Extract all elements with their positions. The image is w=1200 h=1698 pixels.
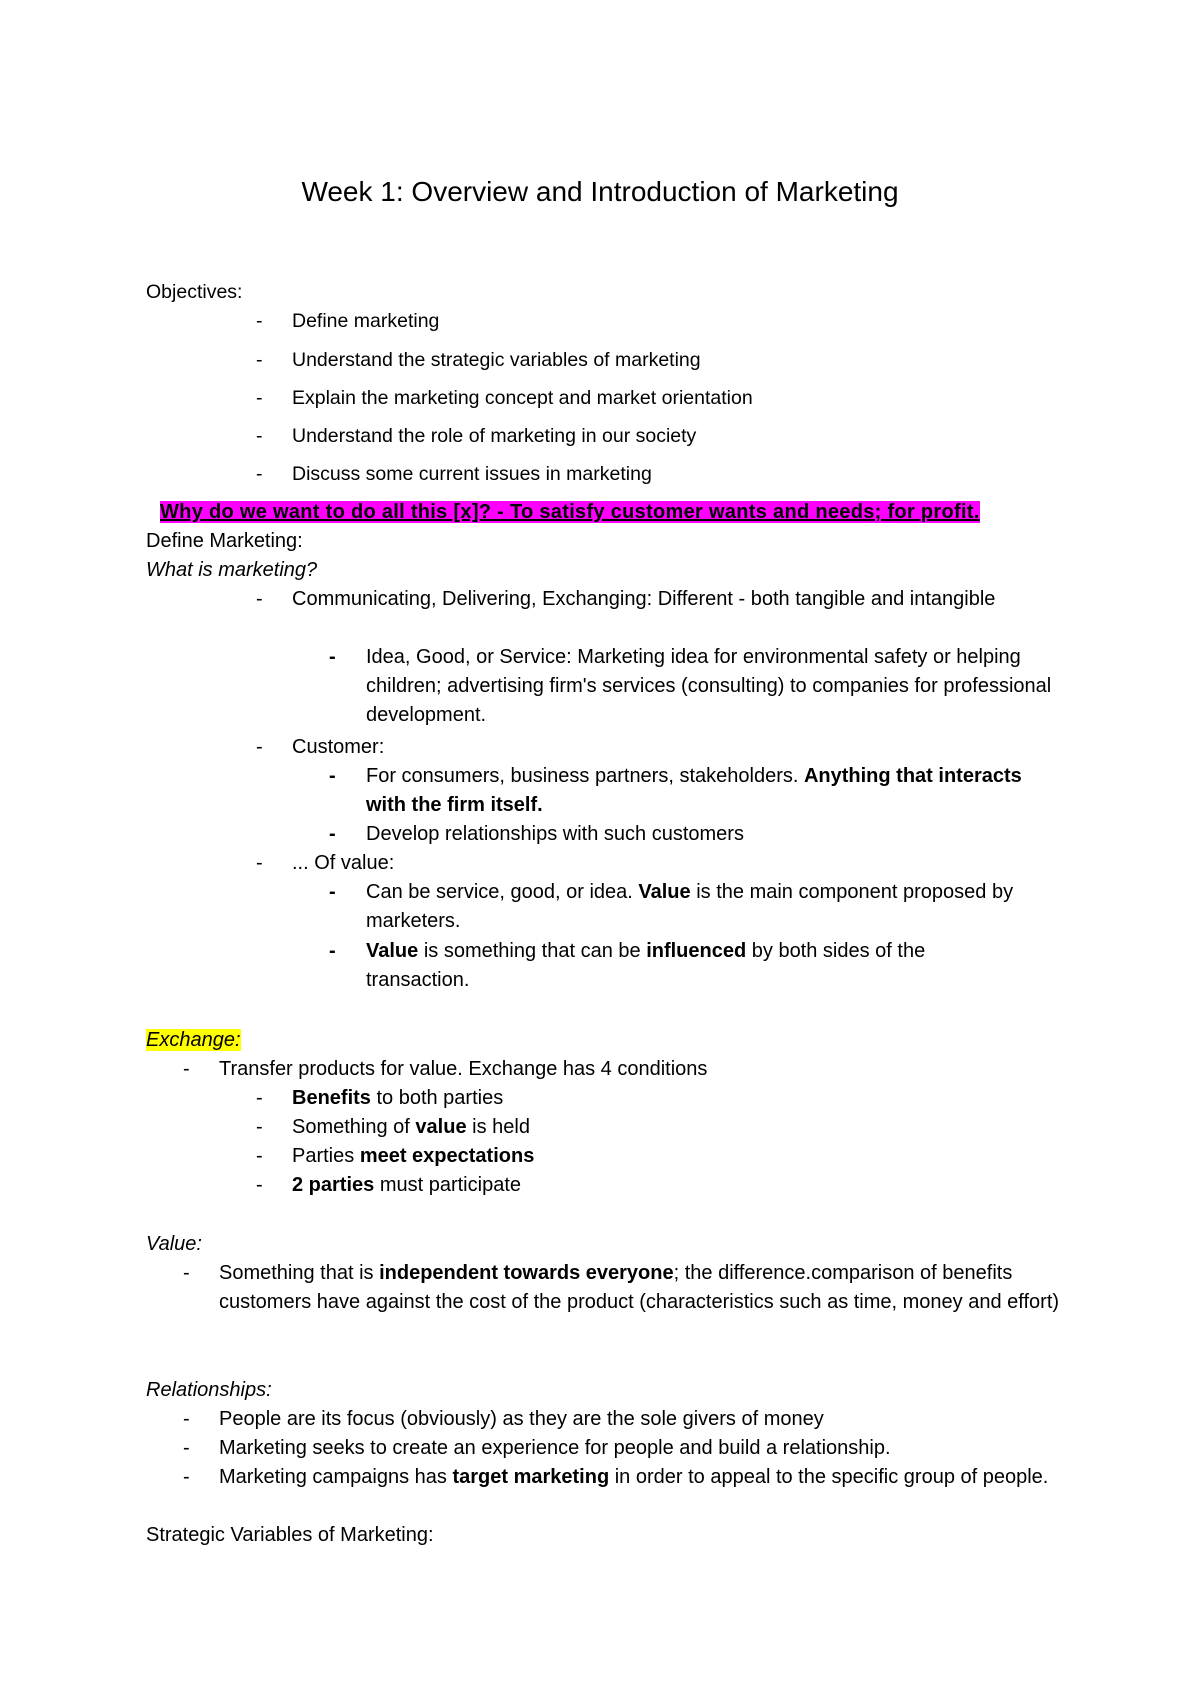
text-run: For consumers, business partners, stakeholders. <box>366 765 804 787</box>
bullet-dash: - <box>329 940 336 962</box>
bullet-dash: - <box>256 588 263 610</box>
bold-run: value <box>415 1116 467 1138</box>
text-run: Something that is <box>219 1262 380 1284</box>
relationships-item: People are its focus (obviously) as they are the sole givers of money <box>219 1408 824 1430</box>
bold-run: independent towards everyone <box>379 1262 674 1284</box>
bold-run: Value <box>638 881 691 903</box>
bullet-dash: - <box>256 463 263 485</box>
bold-run: Value <box>366 940 419 962</box>
relationships-item: Marketing seeks to create an experience for people and build a relationship. <box>219 1437 891 1459</box>
bullet-dash: - <box>256 425 263 447</box>
highlight-text: Why do we want to do all this [x]? - To satisfy customer wants and needs; for profit. <box>160 501 980 523</box>
objective-item: Understand the strategic variables of marketing <box>292 349 701 371</box>
page-title: Week 1: Overview and Introduction of Marketing <box>301 176 899 207</box>
objectives-heading: Objectives: <box>146 281 243 303</box>
bullet-dash: - <box>256 852 263 874</box>
text-run: Can be service, good, or idea. <box>366 881 639 903</box>
define-subitem: Develop relationships with such customers <box>366 823 744 845</box>
bullet-dash: - <box>256 1087 263 1109</box>
text-run: is something that can be <box>418 940 647 962</box>
define-item: Customer: <box>292 736 385 758</box>
bold-run: target marketing <box>452 1466 610 1488</box>
bullet-dash: - <box>256 1116 263 1138</box>
bullet-dash: - <box>183 1466 190 1488</box>
define-item: Communicating, Delivering, Exchanging: Different - both tangible and intangible <box>292 588 996 610</box>
highlight-question <box>160 498 980 526</box>
bold-run: 2 parties <box>292 1174 375 1196</box>
bullet-dash: - <box>256 1174 263 1196</box>
relationships-heading: Relationships: <box>146 1379 272 1401</box>
define-subitem: Idea, Good, or Service: Marketing idea for environmental safety or helping children; advertising firm's services (consulting) to companies for professional development. <box>366 646 1052 726</box>
text-run: by both sides of the transaction. <box>366 940 926 991</box>
bold-run: influenced <box>646 940 747 962</box>
value-heading: Value: <box>146 1233 202 1255</box>
text-run: Parties <box>292 1145 360 1167</box>
bullet-dash: - <box>329 823 336 845</box>
bullet-dash: - <box>183 1408 190 1430</box>
text-run: in order to appeal to the specific group of people. <box>609 1466 1049 1488</box>
bullet-dash: - <box>329 646 336 668</box>
define-subitem <box>366 937 1016 995</box>
text-run: Something of <box>292 1116 416 1138</box>
exchange-condition <box>292 1084 503 1112</box>
bullet-dash: - <box>256 736 263 758</box>
exchange-condition <box>292 1113 530 1141</box>
objective-item: Explain the marketing concept and market orientation <box>292 387 753 409</box>
define-heading: Define Marketing: <box>146 530 303 552</box>
text-run: ; the difference.comparison of benefits customers have against the cost of the product (characteristics such as time, money and effort) <box>219 1262 1060 1313</box>
define-subheading: What is marketing? <box>146 559 318 581</box>
define-subitem <box>366 878 1076 936</box>
text-run: is held <box>466 1116 530 1138</box>
bullet-dash: - <box>256 349 263 371</box>
exchange-heading <box>146 1026 241 1054</box>
text-run: is the main component proposed by marketers. <box>366 881 1014 932</box>
text-run: to both parties <box>370 1087 504 1109</box>
exchange-condition <box>292 1171 521 1199</box>
define-item: ... Of value: <box>292 852 395 874</box>
value-item <box>219 1259 1069 1317</box>
bullet-dash: - <box>183 1437 190 1459</box>
highlight-text: Exchange: <box>146 1029 241 1051</box>
text-run: must participate <box>374 1174 521 1196</box>
exchange-condition <box>292 1142 534 1170</box>
bullet-dash: - <box>256 310 263 332</box>
strategic-heading: Strategic Variables of Marketing: <box>146 1524 434 1546</box>
text-run: Marketing campaigns has <box>219 1466 453 1488</box>
define-subitem <box>366 762 1026 820</box>
relationships-item <box>219 1463 1069 1492</box>
bullet-dash: - <box>329 881 336 903</box>
bold-run: Anything that interacts with the firm itself. <box>366 765 1022 816</box>
bullet-dash: - <box>256 1145 263 1167</box>
bullet-dash: - <box>183 1262 190 1284</box>
bullet-dash: - <box>183 1058 190 1080</box>
bullet-dash: - <box>329 765 336 787</box>
objective-item: Discuss some current issues in marketing <box>292 463 652 485</box>
objective-item: Define marketing <box>292 310 440 332</box>
bold-run: meet expectations <box>359 1145 535 1167</box>
bullet-dash: - <box>256 387 263 409</box>
exchange-item: Transfer products for value. Exchange has 4 conditions <box>219 1058 708 1080</box>
bold-run: Benefits <box>292 1087 371 1109</box>
objective-item: Understand the role of marketing in our society <box>292 425 697 447</box>
